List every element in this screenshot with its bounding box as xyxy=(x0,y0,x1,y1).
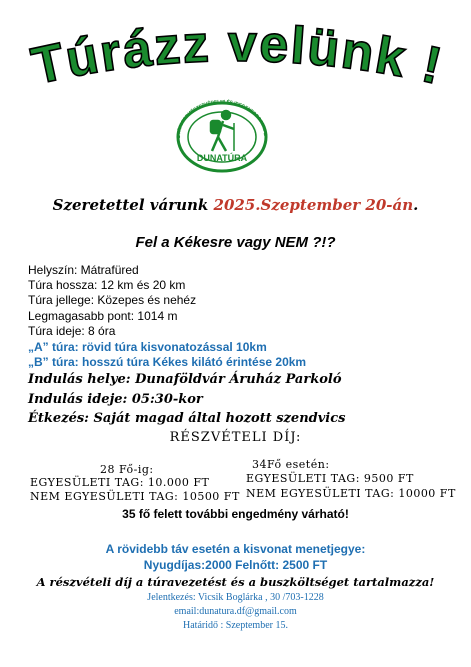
invite-line xyxy=(0,196,471,214)
includes-note: A részvételi díj a túravezetést és a buszköltséget tartalmazza! xyxy=(36,575,435,589)
title-svg xyxy=(0,6,471,106)
train-line-1: A rövidebb táv esetén a kisvonat menetjegye: xyxy=(105,542,366,556)
fee-left-group: 28 Fő-ig: xyxy=(100,463,154,476)
fee-right-nonmember: NEM EGYESÜLETI TAG: 10000 FT xyxy=(246,487,456,500)
detail-length: Túra hossza: 12 km és 20 km xyxy=(28,278,186,292)
departure-time: Indulás ideje: 05:30-kor xyxy=(28,392,203,407)
dunatura-logo xyxy=(168,93,276,173)
detail-duration: Túra ideje: 8 óra xyxy=(28,324,116,338)
fee-right-group: 34Fő esetén: xyxy=(252,458,330,471)
poster-title xyxy=(0,6,471,106)
logo-name: DUNATÚRA xyxy=(196,153,248,163)
detail-difficulty: Túra jellege: Közepes és nehéz xyxy=(28,293,197,307)
event-date: 2025.Szeptember 20-án xyxy=(213,196,414,214)
logo-ring-text: DVÁRI TERMÉSZETVÉDELMI ÉS IDEGENFORGALMI E xyxy=(175,99,268,139)
train-line-2: Nyugdíjas:2000 Felnőtt: 2500 FT xyxy=(143,558,328,572)
invite-prefix: Szeretettel várunk xyxy=(52,196,214,214)
route-a: „A” túra: rövid túra kisvonatozással 10km xyxy=(28,340,267,354)
detail-highest-point: Legmagasabb pont: 1014 m xyxy=(28,309,178,323)
meal-info: Étkezés: Saját magad által hozott szendvics xyxy=(28,411,346,426)
svg-text:Túrázz velünk ! xyxy=(27,15,449,96)
discount-note: 35 fő felett további engedmény várható! xyxy=(122,507,349,521)
detail-location: Helyszín: Mátrafüred xyxy=(28,263,139,277)
question-headline: Fel a Kékesre vagy NEM ?!? xyxy=(135,234,336,251)
fee-left-member: EGYESÜLETI TAG: 10.000 FT xyxy=(30,476,210,489)
hiker-icon xyxy=(211,111,234,151)
title-text: Túrázz velünk ! xyxy=(26,14,449,97)
fee-left-nonmember: NEM EGYESÜLETI TAG: 10500 FT xyxy=(30,490,240,503)
contact-deadline: Határidő : Szeptember 15. xyxy=(183,620,288,631)
contact-email[interactable]: email:dunatura.df@gmail.com xyxy=(174,606,297,617)
invite-suffix: . xyxy=(413,196,419,214)
departure-place: Indulás helye: Dunaföldvár Áruház Parkoló xyxy=(28,372,342,387)
route-b: „B” túra: hosszú túra Kékes kilátó érintése 20km xyxy=(28,355,307,369)
fee-right-member: EGYESÜLETI TAG: 9500 FT xyxy=(246,472,414,485)
contact-apply: Jelentkezés: Vicsik Boglárka , 30 /703-1228 xyxy=(147,592,324,603)
fee-heading: RÉSZVÉTELI DÍJ: xyxy=(169,430,302,445)
